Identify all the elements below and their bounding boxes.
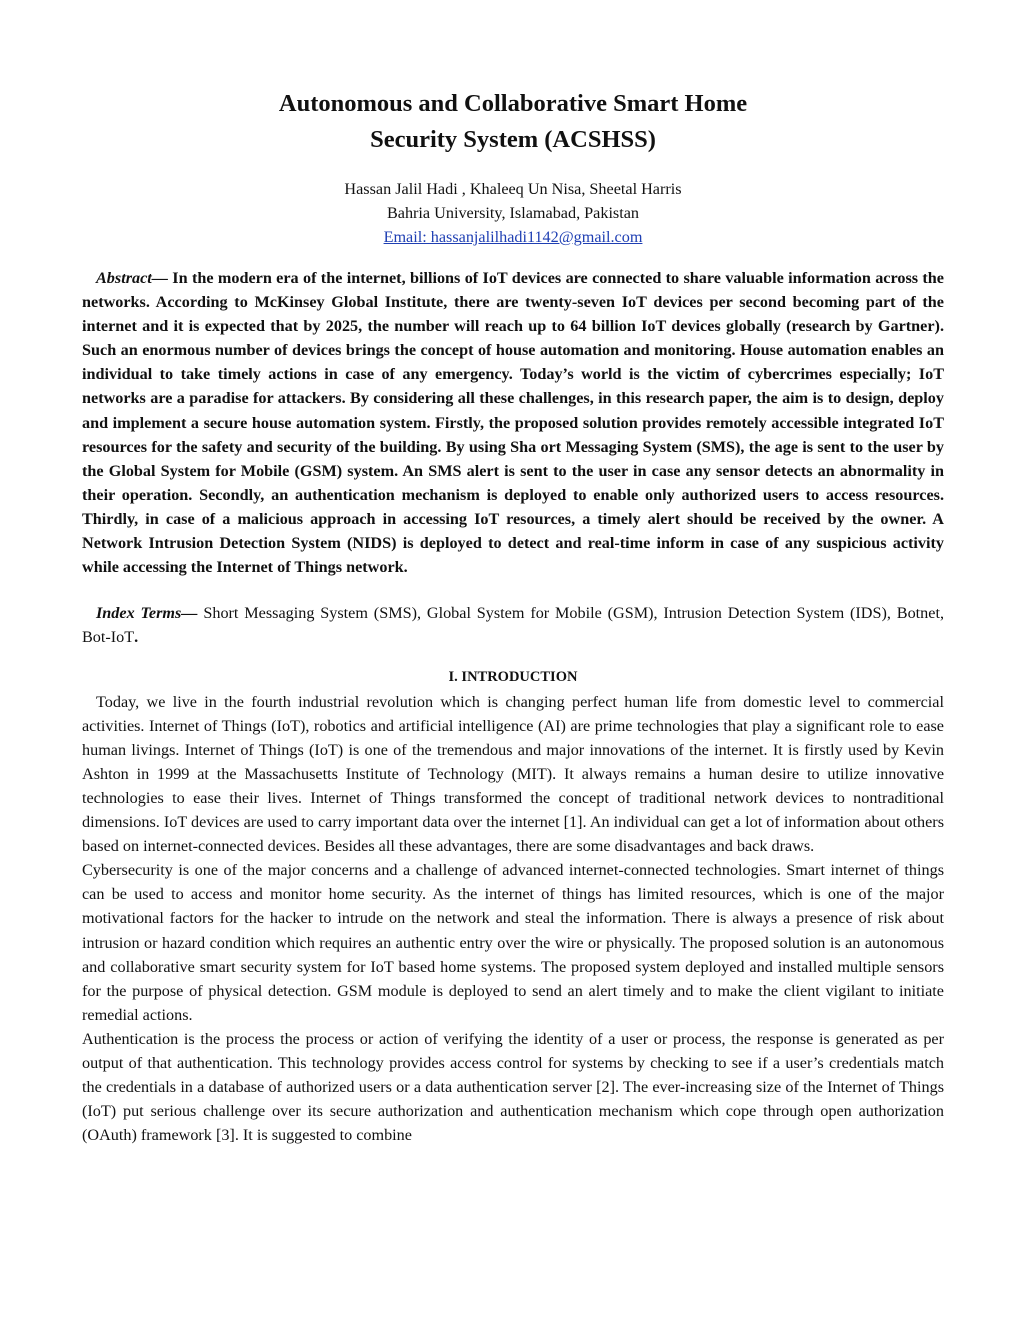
index-terms-body: Short Messaging System (SMS), Global System for Mobile (GSM), Intrusion Detection System (IDS), Botnet, Bot-IoT — [82, 604, 945, 647]
intro-paragraph-2: Cybersecurity is one of the major concerns and a challenge of advanced internet-connected technologies. Smart internet of things can be used to access and monitor home security. As the internet of things has limited resources, which is one of the major motivational factors for the hacker to intrude on the network and steal the information. There is always a presence of risk about intrusion or hazard condition which requires an authentic entry over the wire or physically. The proposed solution is an autonomous and collaborative smart security system for IoT based home systems. The proposed system deployed and installed multiple sensors for the purpose of physical detection. GSM module is deployed to send an alert timely and to make the client vigilant to initiate remedial actions. — [82, 861, 944, 1024]
title-line-2: Security System (ACSHSS) — [370, 126, 656, 153]
paper-page — [82, 86, 944, 1147]
index-terms-lead: Index Terms— — [96, 604, 198, 623]
intro-paragraph-1: Today, we live in the fourth industrial revolution which is changing perfect human life from domestic level to commercial activities. Internet of Things (IoT), robotics and artificial intelligence (AI) are prime technologies that play a significant role to ease human livings. Internet of Things (IoT) is one of the tremendous and major innovations of the internet. It is firstly used by Kevin Ashton in 1999 at the Massachusetts Institute of Technology (MIT). It always remains a human desire to utilize innovative technologies to ease their lives. Internet of Things transformed the concept of traditional network devices to nontraditional dimensions. IoT devices are used to carry important data over the internet [1]. An individual can get a lot of information about others based on internet-connected devices. Besides all these advantages, there are some disadvantages and back draws. — [82, 692, 944, 856]
author-email-link[interactable]: Email: hassanjalilhadi1142@gmail.com — [383, 228, 643, 246]
index-terms-end: . — [134, 628, 139, 647]
paper-title — [82, 86, 944, 158]
intro-paragraph-3: Authentication is the process the process or action of verifying the identity of a user or process, the response is generated as per output of that authentication. This technology provides access control for systems by checking to see if a user’s credentials match the credentials in a database of authorized users or a data authentication server [2]. The ever-increasing size of the Internet of Things (IoT) put serious challenge over its secure authorization and authentication mechanism which cope through open authorization (OAuth) framework [3]. It is suggested to combine — [82, 1029, 944, 1145]
title-line-1: Autonomous and Collaborative Smart Home — [278, 90, 748, 117]
abstract-lead: Abstract— — [96, 269, 168, 287]
abstract-body: In the modern era of the internet, billions of IoT devices are connected to share valuable information across the networks. According to McKinsey Global Institute, there are twenty-seven IoT devices per second becoming part of the internet and it is expected that by 2025, the number will reach up to 64 billion IoT devices globally (research by Gartner). Such an enormous number of devices brings the concept of house automation and monitoring. House automation enables an individual to take timely actions in case of any emergency. Today’s world is the victim of cybercrimes especially; IoT networks are a paradise for attackers. By considering all these challenges, in this research paper, the aim is to design, deploy and implement a secure house automation system. Firstly, the proposed solution provides remotely accessible integrated IoT resources for the safety and security of the building. By using Sha ort Messaging System (SMS), the age is sent to the user by the Global System for Mobile (GSM) system. An SMS alert is sent to the user in case any sensor detects an abnormality in their operation. Secondly, an authentication mechanism is deployed to enable only authorized users to access resources. Thirdly, in case of a malicious approach in accessing IoT resources, a timely alert should be received by the owner. A Network Intrusion Detection System (NIDS) is deployed to detect and real-time inform in case of any suspicious activity while accessing the Internet of Things network. — [82, 269, 944, 577]
section-heading-introduction: I. INTRODUCTION — [448, 668, 578, 685]
author-names: Hassan Jalil Hadi , Khaleeq Un Nisa, Sheetal Harris — [344, 180, 682, 198]
index-terms — [82, 601, 944, 649]
abstract — [82, 266, 944, 579]
author-block — [82, 177, 944, 249]
author-affiliation: Bahria University, Islamabad, Pakistan — [386, 204, 640, 222]
